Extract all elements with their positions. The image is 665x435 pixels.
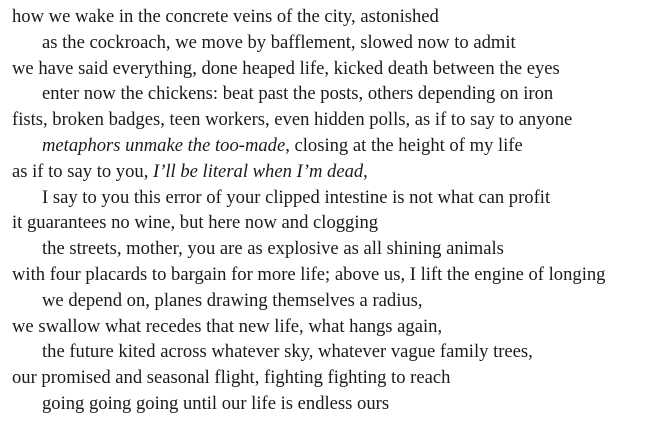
poem-line: our promised and seasonal flight, fighting fighting to reach <box>12 367 451 389</box>
poem-line: enter now the chickens: beat past the posts, others depending on iron <box>42 83 554 105</box>
line-text: , <box>363 160 368 182</box>
poem-line: as the cockroach, we move by bafflement, slowed now to admit <box>42 31 516 53</box>
poem-line: how we wake in the concrete veins of the city, astonished <box>12 6 439 27</box>
italic-phrase: I’ll be literal when I’m dead <box>153 160 364 182</box>
poem-line: the streets, mother, you are as explosive as all shining animals <box>42 238 504 260</box>
poem-line: it guarantees no wine, but here now and clogging <box>12 212 379 234</box>
poem-line: we depend on, planes drawing themselves a radius, <box>42 289 423 311</box>
poem-line: we have said everything, done heaped life, kicked death between the eyes <box>12 57 560 79</box>
poem-line: we swallow what recedes that new life, what hangs again, <box>12 315 443 337</box>
line-text: , closing at the height of my life <box>285 134 523 156</box>
poem-line <box>12 159 662 185</box>
line-text: as if to say to you, <box>12 160 153 182</box>
poem-line: with four placards to bargain for more life; above us, I lift the engine of longing <box>12 263 606 285</box>
poem-line: I say to you this error of your clipped intestine is not what can profit <box>42 186 551 208</box>
poem-line: the future kited across whatever sky, whatever vague family trees, <box>42 341 533 363</box>
poem-line: going going going until our life is endless ours <box>42 392 390 414</box>
poem <box>12 4 662 417</box>
poem-line: fists, broken badges, teen workers, even hidden polls, as if to say to anyone <box>12 109 573 131</box>
poem-line <box>12 133 662 159</box>
italic-phrase: metaphors unmake the too-made <box>42 134 286 156</box>
